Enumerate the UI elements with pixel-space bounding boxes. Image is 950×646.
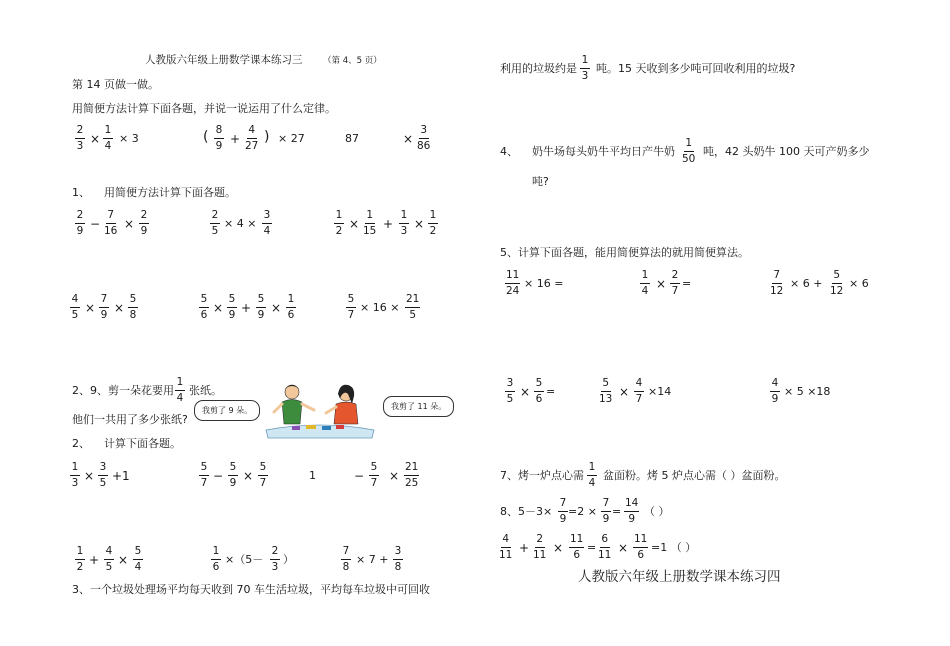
minus-sign: − [354, 469, 365, 483]
fraction: 5 12 [830, 269, 844, 297]
fraction: 1 2 [76, 545, 84, 573]
times-sign: × [85, 301, 96, 315]
fraction: 1 3 [400, 209, 408, 237]
fraction: 3 4 [263, 209, 271, 237]
speech-bubble: 我剪了 9 朵。 [194, 400, 260, 421]
expr-part: 1 [309, 469, 316, 482]
fraction: 14 9 [625, 497, 639, 525]
fraction: 1 4 [641, 269, 649, 297]
expr-part: 8、5－3× [500, 505, 553, 518]
fraction: 1 50 [682, 137, 696, 165]
children-cutting-paper-illustration [262, 380, 378, 440]
fraction: 1 4 [176, 376, 184, 404]
fraction: 1 2 [335, 209, 343, 237]
question-number: 2、 [72, 437, 90, 450]
expr-part: × 16 × [360, 301, 400, 314]
question-text: 3、一个垃圾处理场平均每天收到 70 车生活垃圾，平均每车垃圾中可回收 [72, 583, 430, 596]
speech-bubble: 我剪了 11 朵。 [383, 396, 454, 417]
times-sign: × [271, 301, 282, 315]
fraction: 5 4 [134, 545, 142, 573]
fraction: 2 9 [76, 209, 84, 237]
fraction: 11 24 [506, 269, 520, 297]
fraction: 2 3 [271, 545, 279, 573]
fraction: 11 6 [634, 533, 648, 561]
fraction: 8 9 [215, 124, 223, 152]
question-text: 计算下面各题。 [104, 437, 181, 450]
times-sign: × [349, 217, 360, 231]
fraction: 2 9 [140, 209, 148, 237]
minus-sign: − [213, 469, 224, 483]
expr-part: × 6 [849, 277, 869, 290]
fraction: 1 2 [429, 209, 437, 237]
expr-part: × 5 ×18 [784, 385, 831, 398]
plus-sign: + [383, 217, 394, 231]
fraction: 7 9 [602, 497, 610, 525]
fraction: 5 9 [257, 293, 265, 321]
times-sign: × [124, 217, 135, 231]
times-sign: × [619, 385, 630, 399]
fraction: 4 5 [105, 545, 113, 573]
fraction: 1 6 [212, 545, 220, 573]
question-text: 吨，42 头奶牛 100 天可产奶多少 [703, 145, 870, 158]
fraction: 4 9 [771, 377, 779, 405]
plus-sign: + [230, 132, 241, 146]
fraction: 7 12 [770, 269, 784, 297]
fraction: 3 5 [506, 377, 514, 405]
next-page-title: 人教版六年级上册数学课本练习四 [578, 569, 781, 585]
question-text: 7、烤一炉点心需 [500, 469, 584, 482]
question-text: 奶牛场每头奶牛平均日产牛奶 [532, 145, 675, 158]
times-sign: × [243, 469, 254, 483]
fraction: 5 6 [200, 293, 208, 321]
times-sign: × [414, 217, 425, 231]
expr-part: × 16 = [524, 277, 564, 290]
fraction: 1 6 [287, 293, 295, 321]
plus-sign: + [89, 553, 100, 567]
fraction: 1 3 [71, 461, 79, 489]
expr-part: 87 [345, 132, 359, 145]
expr-part: = [682, 277, 692, 290]
question-text: 2、9、剪一朵花要用 [72, 384, 174, 397]
expr-part: =1 （ ） [651, 541, 697, 554]
fraction: 5 9 [228, 293, 236, 321]
expr-part: × 7 + [356, 553, 389, 566]
fraction: 5 6 [535, 377, 543, 405]
question-number: 4、 [500, 145, 518, 158]
question-text: 盆面粉。烤 5 炉点心需（ ）盆面粉。 [603, 469, 786, 482]
expr-part: ×14 [648, 385, 672, 398]
page-title: 人教版六年级上册数学课本练习三 [145, 54, 303, 66]
fraction: 4 5 [71, 293, 79, 321]
fraction: 3 8 [394, 545, 402, 573]
fraction: 3 86 [417, 124, 431, 152]
fraction: 2 5 [211, 209, 219, 237]
fraction: 7 8 [342, 545, 350, 573]
fraction: 7 16 [104, 209, 118, 237]
fraction: 1 15 [363, 209, 377, 237]
times-sign: × [618, 541, 629, 555]
minus-sign: − [90, 217, 101, 231]
plus-sign: + [519, 541, 530, 555]
times-sign: × [213, 301, 224, 315]
expr-part: ×（5－ [225, 553, 264, 566]
plus-sign: + [241, 301, 252, 315]
expr-part: × 3 [119, 132, 139, 145]
answer-blank: （ ） [644, 505, 670, 518]
expr-part: × 6 + [790, 277, 823, 290]
fraction: 3 5 [99, 461, 107, 489]
fraction: 5 13 [599, 377, 613, 405]
expr-part: = [612, 505, 622, 518]
expr-part: =2 × [568, 505, 597, 518]
fraction: 4 7 [635, 377, 643, 405]
fraction: 2 11 [533, 533, 547, 561]
expr-part: = [546, 385, 556, 398]
times-sign: × [656, 277, 667, 291]
instruction-text: 用简便方法计算下面各题，并说一说运用了什么定律。 [72, 102, 336, 115]
paren-open: ( [203, 129, 209, 145]
times-sign: × [553, 541, 564, 555]
fraction: 2 3 [76, 124, 84, 152]
question-number: 1、 [72, 186, 90, 199]
fraction: 11 6 [570, 533, 584, 561]
fraction: 5 9 [229, 461, 237, 489]
fraction: 21 5 [406, 293, 420, 321]
question-text: 吨? [532, 175, 549, 188]
page-range-note: （第 4、5 页） [323, 56, 382, 66]
fraction: 5 7 [347, 293, 355, 321]
fraction: 1 4 [104, 124, 112, 152]
fraction: 5 7 [259, 461, 267, 489]
fraction: 5 7 [370, 461, 378, 489]
expr-part: ） [283, 553, 294, 566]
times-sign: × [90, 132, 101, 146]
fraction: 1 4 [588, 461, 596, 489]
question-text: 用简便方法计算下面各题。 [104, 186, 236, 199]
expr-part: × 27 [278, 132, 305, 145]
paren-close: ) [264, 129, 270, 145]
times-sign: × [389, 469, 400, 483]
expr-part: × 4 × [224, 217, 257, 230]
fraction: 5 7 [200, 461, 208, 489]
question-text: 5、计算下面各题，能用简便算法的就用简便算法。 [500, 246, 749, 259]
fraction: 4 11 [499, 533, 513, 561]
fraction: 5 8 [129, 293, 137, 321]
fraction: 21 25 [405, 461, 419, 489]
times-sign: × [403, 132, 414, 146]
times-sign: × [118, 553, 129, 567]
fraction: 7 9 [559, 497, 567, 525]
section-heading: 第 14 页做一做。 [72, 78, 159, 91]
fraction: 2 7 [671, 269, 679, 297]
expr-part: = [587, 541, 597, 554]
fraction: 1 3 [581, 54, 589, 82]
times-sign: × [84, 469, 95, 483]
question-text: 利用的垃圾约是 [500, 62, 577, 75]
question-text: 他们一共用了多少张纸? [72, 413, 188, 426]
question-text: 张纸。 [189, 384, 222, 397]
fraction: 4 27 [245, 124, 259, 152]
question-text: 吨。15 天收到多少吨可回收利用的垃圾? [596, 62, 796, 75]
expr-part: +1 [112, 469, 130, 483]
times-sign: × [114, 301, 125, 315]
fraction: 6 11 [598, 533, 612, 561]
times-sign: × [520, 385, 531, 399]
fraction: 7 9 [100, 293, 108, 321]
